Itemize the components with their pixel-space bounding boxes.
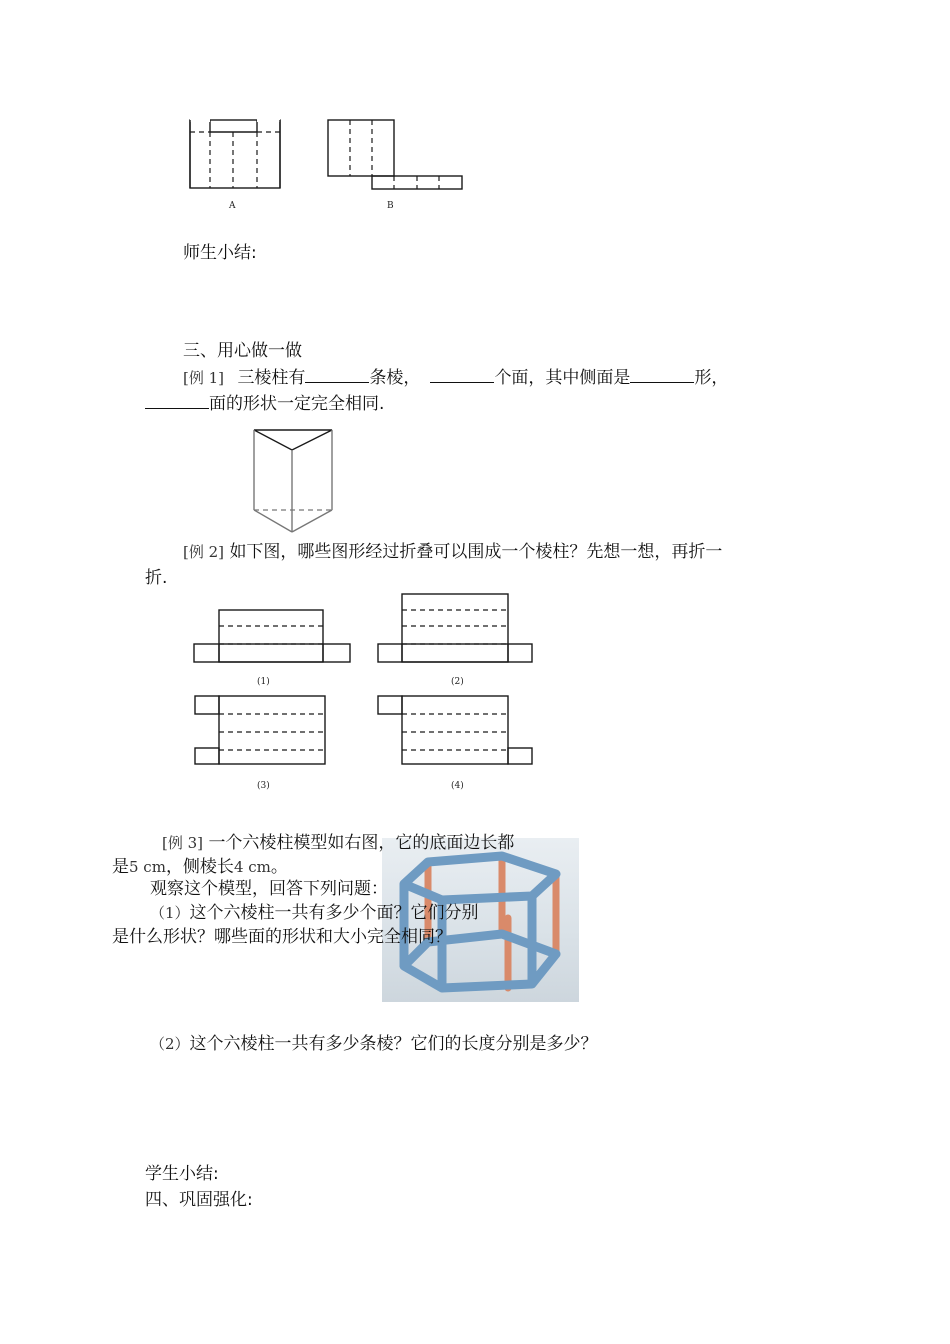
example-1-tag: [例 1] [183,369,225,387]
example-3-line-2 [112,856,288,878]
example-1-text-5: 面的形状一定完全相同. [209,394,385,414]
example-2-line-2: 折. [145,568,168,588]
example-3-text-2e: 。 [270,857,288,877]
net-a [190,112,280,188]
example-1-text-4: 形， [694,368,729,388]
net-2 [378,594,532,662]
triangular-prism-figure [248,424,343,539]
example-2-tag: [例 2] [183,543,225,561]
blank-edges[interactable] [305,366,369,383]
section-4-heading: 四、巩固强化: [145,1190,253,1210]
net-b-label: B [387,201,394,211]
example-3-line-1 [162,832,514,854]
section-3-heading: 三、用心做一做 [183,341,302,361]
question-2 [150,1033,598,1055]
example-1-line-1 [183,366,728,389]
question-1-line-2: 是什么形状？哪些面的形状和大小完全相同？ [112,927,452,947]
net-3 [195,696,325,764]
blank-side-shape[interactable] [630,366,694,383]
example-3-text-1: 一个六棱柱模型如右图，它的底面边长都 [208,833,515,853]
example-1-text-2: 条棱， [369,368,421,388]
question-2-text: 这个六棱柱一共有多少条棱？它们的长度分别是多少？ [189,1034,598,1054]
example-3-line-3: 观察这个模型，回答下列问题： [150,879,388,899]
blank-same-faces[interactable] [145,392,209,409]
example-3-tag: [例 3] [162,834,204,852]
net-4 [378,696,532,764]
net-1-label: (1) [257,677,270,687]
example-3-text-2c: ，侧棱长 [165,857,234,877]
blank-faces[interactable] [430,366,494,383]
example-3-text-2a: 是 [112,857,129,877]
example-2-line-1 [183,541,722,563]
example-2-nets-figure [185,590,545,795]
net-1 [194,610,350,662]
teacher-summary: 师生小结: [183,243,257,263]
base-edge-length: 5 cm [129,858,166,876]
example-1-text-1: 三棱柱有 [237,368,306,388]
question-1-text-a: 这个六棱柱一共有多少个面？它们分别 [189,903,479,923]
net-3-label: (3) [257,781,270,791]
question-1-number: （1） [150,904,190,922]
net-4-label: (4) [451,781,464,791]
student-summary: 学生小结: [145,1164,219,1184]
question-1-line-1 [150,902,479,924]
question-2-number: （2） [150,1035,190,1053]
example-1-text-3: 个面，其中侧面是 [494,368,631,388]
example-2-text-1: 如下图，哪些图形经过折叠可以围成一个棱柱？先想一想，再折一 [229,542,723,562]
net-b [328,120,462,189]
top-nets-figure [185,112,475,212]
example-1-line-2 [145,392,384,415]
net-a-label: A [229,201,236,211]
lateral-edge-length: 4 cm [233,858,271,876]
net-2-label: (2) [451,677,464,687]
